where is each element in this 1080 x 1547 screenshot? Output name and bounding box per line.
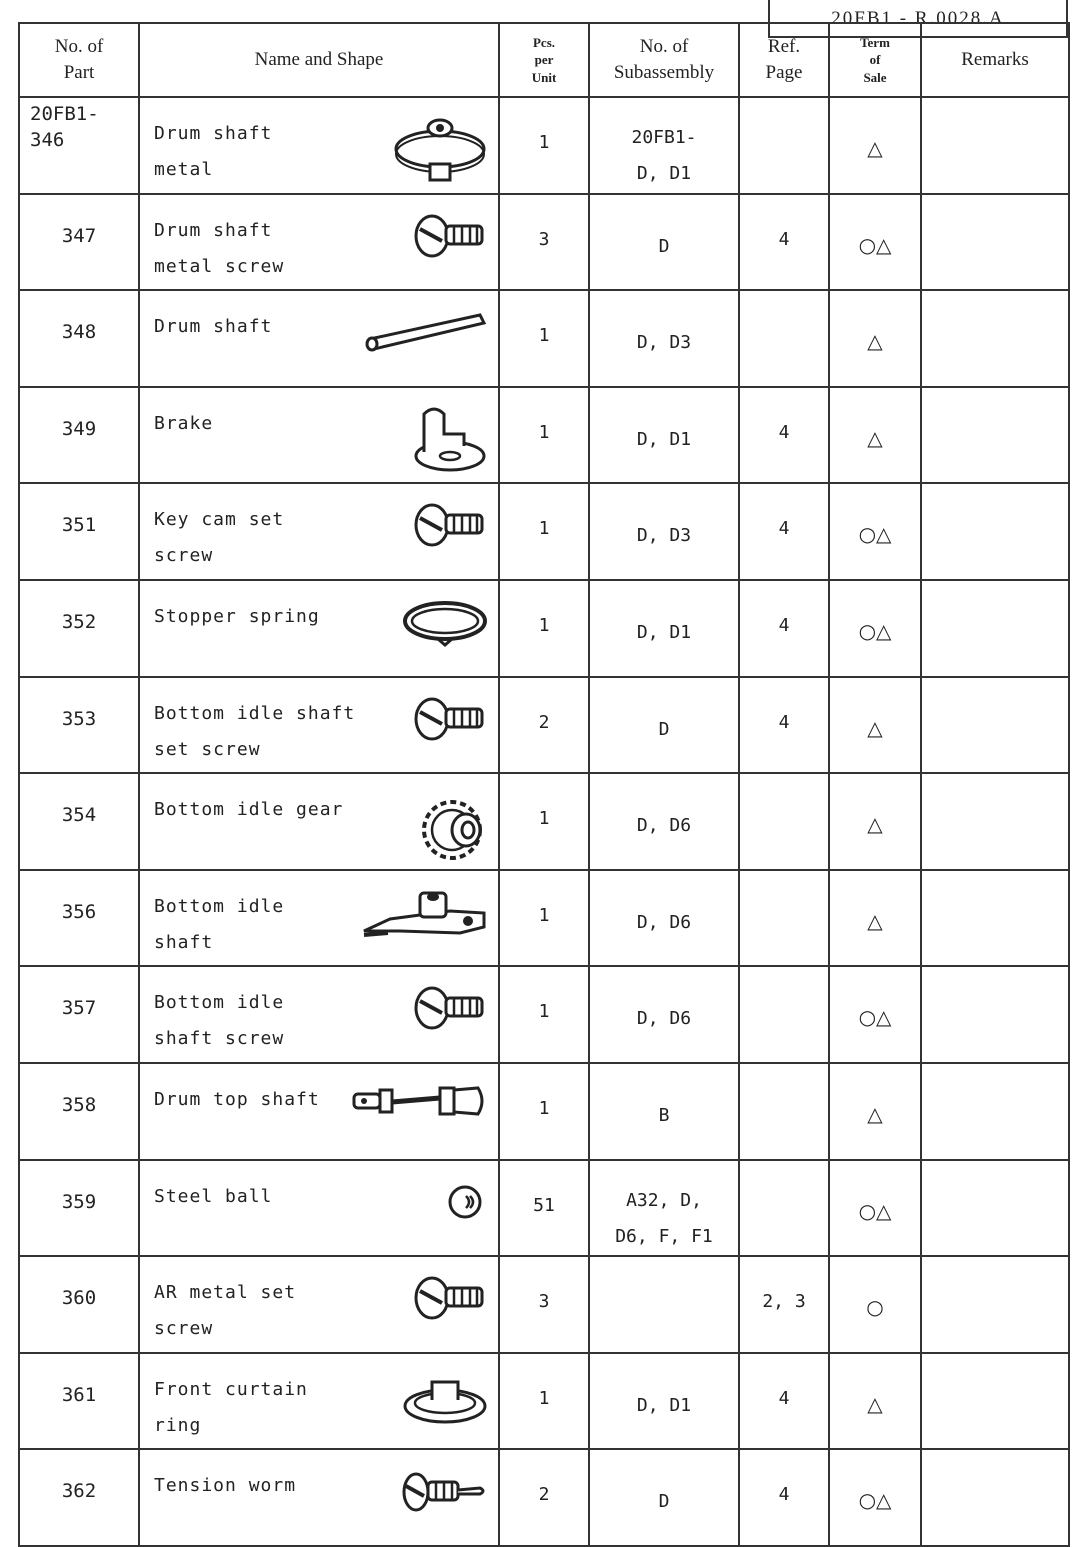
screw-icon	[410, 211, 490, 265]
table-row	[19, 966, 1069, 1063]
part-name-cell	[139, 1160, 499, 1257]
remarks	[921, 1063, 1069, 1160]
drum-shaft-metal-icon	[390, 114, 490, 188]
part-name-cell	[139, 870, 499, 967]
part-number: 358	[19, 1063, 139, 1160]
pcs-per-unit: 1	[499, 387, 589, 484]
term-of-sale: ○△	[829, 1160, 921, 1257]
pcs-per-unit: 1	[499, 870, 589, 967]
part-name: Bottom idle shaft screw	[154, 992, 285, 1050]
part-name: Drum top shaft	[154, 1088, 320, 1110]
document-reference: 20FB1 - R.0028.A	[768, 0, 1068, 38]
remarks	[921, 290, 1069, 387]
part-number: 357	[19, 966, 139, 1063]
worm-icon	[400, 1466, 490, 1520]
term-of-sale: △	[829, 387, 921, 484]
header-name-and-shape: Name and Shape	[139, 23, 499, 97]
term-of-sale: △	[829, 1063, 921, 1160]
header-no-of-subassembly: No. of Subassembly	[589, 23, 739, 97]
remarks	[921, 483, 1069, 580]
subassembly: B	[589, 1063, 739, 1160]
table-row	[19, 1063, 1069, 1160]
ref-page: 4	[739, 1353, 829, 1450]
pcs-per-unit: 2	[499, 1449, 589, 1546]
pcs-per-unit: 2	[499, 677, 589, 774]
term-of-sale: △	[829, 677, 921, 774]
table-row	[19, 580, 1069, 677]
pcs-per-unit: 1	[499, 773, 589, 870]
part-name: Brake	[154, 412, 214, 434]
ref-page	[739, 97, 829, 194]
term-of-sale: ○△	[829, 483, 921, 580]
pcs-per-unit: 1	[499, 97, 589, 194]
term-of-sale: ○△	[829, 966, 921, 1063]
term-of-sale: △	[829, 1353, 921, 1450]
screw-icon	[410, 983, 490, 1037]
pcs-per-unit: 1	[499, 966, 589, 1063]
subassembly: D	[589, 1449, 739, 1546]
term-of-sale: ○△	[829, 580, 921, 677]
part-name-cell	[139, 580, 499, 677]
shaft-icon	[360, 307, 490, 361]
term-of-sale: ○△	[829, 194, 921, 291]
screw-icon	[410, 1273, 490, 1327]
ref-page	[739, 290, 829, 387]
part-name: Bottom idle shaft	[154, 895, 285, 953]
part-name-cell	[139, 773, 499, 870]
table-row	[19, 677, 1069, 774]
table-row	[19, 290, 1069, 387]
pcs-per-unit: 51	[499, 1160, 589, 1257]
pcs-per-unit: 1	[499, 580, 589, 677]
ref-page	[739, 1160, 829, 1257]
ref-page: 2, 3	[739, 1256, 829, 1353]
part-number: 351	[19, 483, 139, 580]
subassembly: D, D1	[589, 580, 739, 677]
subassembly: D, D1	[589, 387, 739, 484]
pcs-per-unit: 1	[499, 1353, 589, 1450]
part-number: 362	[19, 1449, 139, 1546]
table-row	[19, 870, 1069, 967]
table-row	[19, 483, 1069, 580]
part-name: Drum shaft metal	[154, 123, 273, 180]
table-row	[19, 1353, 1069, 1450]
subassembly: D, D1	[589, 1353, 739, 1450]
term-of-sale: ○	[829, 1256, 921, 1353]
pcs-per-unit: 3	[499, 1256, 589, 1353]
pcs-per-unit: 1	[499, 1063, 589, 1160]
part-number: 353	[19, 677, 139, 774]
term-of-sale: △	[829, 870, 921, 967]
table-row	[19, 1160, 1069, 1257]
subassembly: D, D6	[589, 773, 739, 870]
remarks	[921, 97, 1069, 194]
part-number: 20FB1- 346	[19, 97, 139, 194]
part-name: Stopper spring	[154, 605, 320, 627]
remarks	[921, 1449, 1069, 1546]
spring-ring-icon	[400, 597, 490, 651]
ref-page: 4	[739, 1449, 829, 1546]
pcs-per-unit: 3	[499, 194, 589, 291]
remarks	[921, 870, 1069, 967]
ref-page: 4	[739, 387, 829, 484]
part-number: 360	[19, 1256, 139, 1353]
part-name-cell	[139, 1449, 499, 1546]
part-name-cell	[139, 1256, 499, 1353]
term-of-sale: △	[829, 290, 921, 387]
remarks	[921, 966, 1069, 1063]
subassembly: D, D6	[589, 966, 739, 1063]
idle-shaft-icon	[360, 887, 490, 951]
part-name: Bottom idle gear	[154, 799, 344, 821]
remarks	[921, 1256, 1069, 1353]
header-no-of-part: No. of Part	[19, 23, 139, 97]
header-row	[19, 23, 1069, 97]
remarks	[921, 1353, 1069, 1450]
subassembly: A32, D, D6, F, F1	[589, 1160, 739, 1257]
remarks	[921, 677, 1069, 774]
ref-page: 4	[739, 194, 829, 291]
brake-icon	[410, 404, 490, 478]
remarks	[921, 773, 1069, 870]
part-number: 349	[19, 387, 139, 484]
pcs-per-unit: 1	[499, 290, 589, 387]
header-remarks: Remarks	[921, 23, 1069, 97]
part-name-cell	[139, 483, 499, 580]
part-name-cell	[139, 387, 499, 484]
part-number: 354	[19, 773, 139, 870]
pcs-per-unit: 1	[499, 483, 589, 580]
ball-icon	[440, 1177, 490, 1231]
ref-page	[739, 1063, 829, 1160]
part-name: Front curtain ring	[154, 1378, 308, 1436]
part-name: Drum shaft metal screw	[154, 219, 285, 277]
part-number: 347	[19, 194, 139, 291]
part-name: Steel ball	[154, 1185, 273, 1207]
parts-table	[18, 22, 1070, 1547]
table-row	[19, 194, 1069, 291]
table-row	[19, 97, 1069, 194]
subassembly: D	[589, 194, 739, 291]
part-name-cell	[139, 1353, 499, 1450]
table-row	[19, 1256, 1069, 1353]
part-name: Tension worm	[154, 1475, 297, 1497]
part-number: 356	[19, 870, 139, 967]
table-row	[19, 387, 1069, 484]
subassembly: 20FB1- D, D1	[589, 97, 739, 194]
term-of-sale: △	[829, 773, 921, 870]
ref-page	[739, 773, 829, 870]
header-ref-page: Ref. Page	[739, 23, 829, 97]
remarks	[921, 1160, 1069, 1257]
subassembly: D, D3	[589, 290, 739, 387]
remarks	[921, 194, 1069, 291]
remarks	[921, 580, 1069, 677]
curtain-ring-icon	[400, 1370, 490, 1434]
part-name: Bottom idle shaft set screw	[154, 702, 356, 760]
subassembly	[589, 1256, 739, 1353]
part-name: AR metal set screw	[154, 1282, 297, 1340]
part-number: 352	[19, 580, 139, 677]
gear-icon	[420, 790, 490, 874]
ref-page: 4	[739, 677, 829, 774]
part-name: Key cam set screw	[154, 509, 285, 567]
table-row	[19, 773, 1069, 870]
part-name-cell	[139, 1063, 499, 1160]
screw-icon	[410, 500, 490, 554]
subassembly: D	[589, 677, 739, 774]
table-row	[19, 1449, 1069, 1546]
subassembly: D, D6	[589, 870, 739, 967]
part-number: 348	[19, 290, 139, 387]
subassembly: D, D3	[589, 483, 739, 580]
term-of-sale: △	[829, 97, 921, 194]
part-name-cell	[139, 966, 499, 1063]
part-name-cell	[139, 194, 499, 291]
screw-icon	[410, 694, 490, 748]
ref-page: 4	[739, 483, 829, 580]
header-pcs-per-unit: Pcs. per Unit	[499, 23, 589, 97]
part-name-cell	[139, 97, 499, 194]
part-name: Drum shaft	[154, 316, 273, 338]
part-number: 361	[19, 1353, 139, 1450]
top-shaft-icon	[350, 1080, 490, 1124]
header-term-of-sale: Term of Sale	[829, 23, 921, 97]
ref-page: 4	[739, 580, 829, 677]
ref-page	[739, 966, 829, 1063]
term-of-sale: ○△	[829, 1449, 921, 1546]
part-name-cell	[139, 290, 499, 387]
part-name-cell	[139, 677, 499, 774]
ref-page	[739, 870, 829, 967]
remarks	[921, 387, 1069, 484]
part-number: 359	[19, 1160, 139, 1257]
